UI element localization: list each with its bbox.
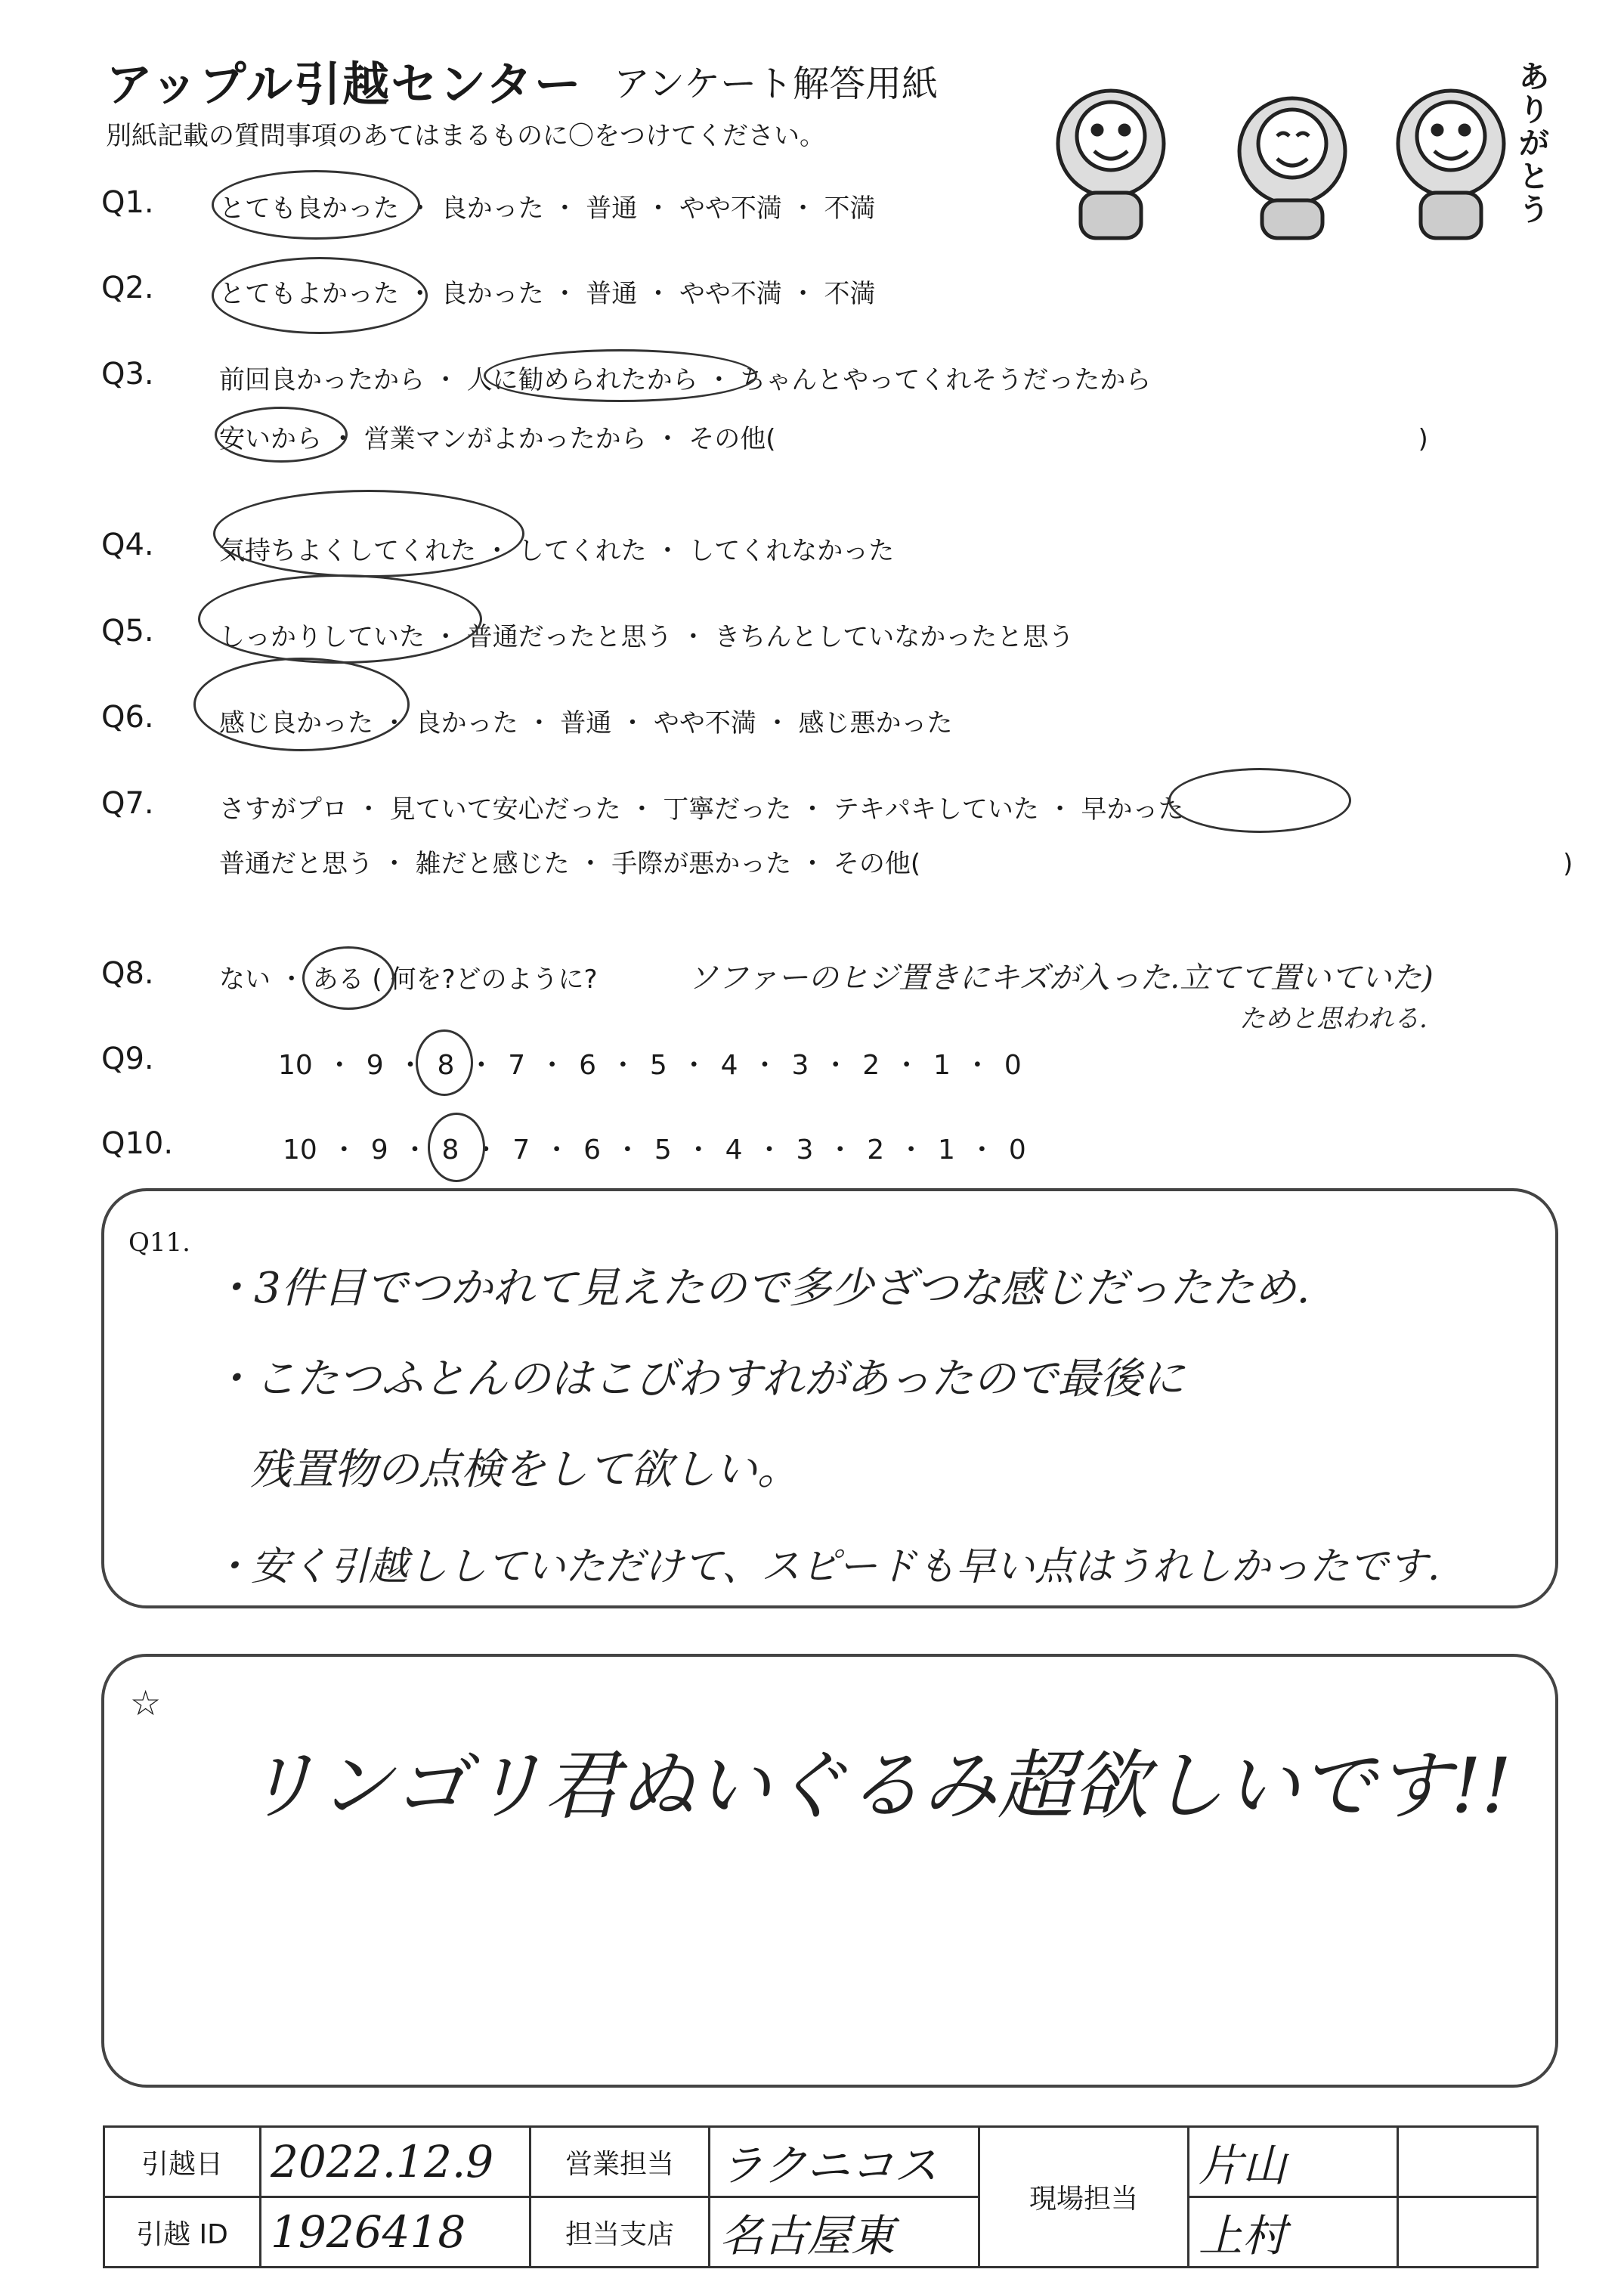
footer-info-table bbox=[103, 2125, 1539, 2268]
answer-circle bbox=[428, 1113, 485, 1182]
q8-options[interactable]: ない ・ ある ( 何を?どのように? bbox=[219, 964, 598, 995]
q7-options-line2[interactable]: 普通だと思う ・ 雑だと感じた ・ 手際が悪かった ・ その他( ) bbox=[219, 849, 1573, 879]
move-id-label: 引越 ID bbox=[104, 2197, 261, 2268]
q3-options-line2[interactable]: 安いから ・ 営業マンがよかったから ・ その他( ) bbox=[219, 424, 1428, 454]
answer-circle bbox=[1168, 768, 1351, 833]
q4-label: Q4. bbox=[101, 528, 154, 562]
q5-label: Q5. bbox=[101, 614, 154, 649]
site-staff-label: 現場担当 bbox=[979, 2127, 1189, 2268]
q7-label: Q7. bbox=[101, 786, 154, 821]
answer-circle bbox=[198, 574, 482, 664]
q6-options[interactable]: 感じ良かった ・ 良かった ・ 普通 ・ やや不満 ・ 感じ悪かった bbox=[219, 708, 953, 738]
answer-circle bbox=[215, 407, 348, 463]
q7-options-line1[interactable]: さすがプロ ・ 見ていて安心だった ・ 丁寧だった ・ テキパキしていた ・ 早かった bbox=[219, 794, 1184, 825]
blank-cell bbox=[1398, 2127, 1538, 2197]
move-id-value: 1926418 bbox=[261, 2197, 531, 2268]
q2-options[interactable]: とてもよかった ・ 良かった ・ 普通 ・ やや不満 ・ 不満 bbox=[219, 279, 876, 309]
sales-staff-label: 営業担当 bbox=[531, 2127, 710, 2197]
q6-label: Q6. bbox=[101, 700, 154, 735]
blank-cell bbox=[1398, 2197, 1538, 2268]
q11-label: Q11. bbox=[128, 1227, 190, 1258]
q11-line: ・3件目でつかれて見えたので多少ざつな感じだったため. bbox=[212, 1264, 1310, 1313]
q8-handwritten-answer: ソファーのヒジ置きにキズが入った.立てて置いていた) bbox=[688, 961, 1434, 995]
q3-options-line1[interactable]: 前回良かったから ・ 人に勧められたから ・ ちゃんとやってくれそうだったから bbox=[219, 365, 1152, 395]
monkey-icon bbox=[1239, 98, 1345, 238]
q8-label: Q8. bbox=[101, 956, 154, 991]
move-date-label: 引越日 bbox=[104, 2127, 261, 2197]
monkey-icon bbox=[1398, 91, 1504, 238]
free-comment-box bbox=[101, 1654, 1558, 2088]
q11-line: ・こたつふとんのはこびわすれがあったので最後に bbox=[212, 1354, 1185, 1404]
q8-handwritten-answer-cont: ためと思われる. bbox=[1239, 1004, 1428, 1034]
branch-value: 名古屋東 bbox=[710, 2197, 979, 2268]
q5-options[interactable]: しっかりしていた ・ 普通だったと思う ・ きちんとしていなかったと思う bbox=[219, 622, 1075, 652]
form-subtitle: アンケート解答用紙 bbox=[614, 63, 939, 105]
company-title: アップル引越センター bbox=[106, 57, 583, 112]
q11-line: ・安く引越ししていただけて、スピードも早い点はうれしかったです. bbox=[212, 1544, 1440, 1590]
q9-scale[interactable]: 10 ・ 9 ・ 8 ・ 7 ・ 6 ・ 5 ・ 4 ・ 3 ・ 2 ・ 1 ・ 0 bbox=[278, 1050, 1022, 1081]
monkey-icon bbox=[1058, 91, 1164, 238]
answer-circle bbox=[212, 257, 428, 334]
move-date-value: 2022.12.9 bbox=[261, 2127, 531, 2197]
q4-options[interactable]: 気持ちよくしてくれた ・ してくれた ・ してくれなかった bbox=[219, 536, 895, 566]
answer-circle bbox=[212, 170, 420, 240]
q11-line: 残置物の点検をして欲しい。 bbox=[249, 1445, 800, 1494]
star-icon: ☆ bbox=[130, 1683, 162, 1723]
site-staff-value: 片山 bbox=[1189, 2127, 1398, 2197]
q1-label: Q1. bbox=[101, 185, 154, 220]
q1-options[interactable]: とても良かった ・ 良かった ・ 普通 ・ やや不満 ・ 不満 bbox=[219, 193, 876, 224]
mascot-illustration bbox=[1028, 45, 1557, 242]
site-staff-value: 上村 bbox=[1189, 2197, 1398, 2268]
q3-label: Q3. bbox=[101, 357, 154, 392]
branch-label: 担当支店 bbox=[531, 2197, 710, 2268]
answer-circle bbox=[484, 349, 757, 402]
thanks-text: ありがとう bbox=[1519, 60, 1549, 228]
answer-circle bbox=[416, 1029, 473, 1096]
instruction-text: 別紙記載の質問事項のあてはまるものに〇をつけてください。 bbox=[106, 121, 825, 151]
q2-label: Q2. bbox=[101, 271, 154, 305]
free-comment-text: リンゴリ君ぬいぐるみ超欲しいです!! bbox=[242, 1741, 1512, 1830]
answer-circle bbox=[193, 658, 410, 751]
q10-scale[interactable]: 10 ・ 9 ・ 8 ・ 7 ・ 6 ・ 5 ・ 4 ・ 3 ・ 2 ・ 1 ・ 0 bbox=[283, 1135, 1026, 1166]
sales-staff-value: ラクニコス bbox=[710, 2127, 979, 2197]
answer-circle bbox=[213, 490, 524, 577]
answer-circle bbox=[302, 946, 394, 1010]
q9-label: Q9. bbox=[101, 1042, 154, 1076]
q10-label: Q10. bbox=[101, 1126, 174, 1161]
